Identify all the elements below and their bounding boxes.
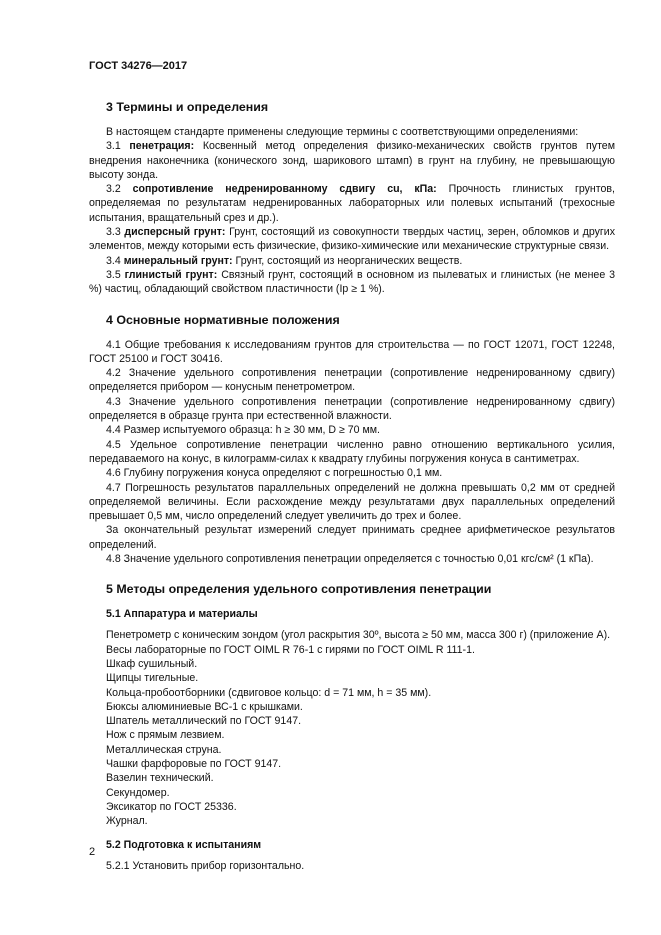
equipment-item: Кольца-пробоотборники (сдвиговое кольцо: d = 71 мм, h = 35 мм). xyxy=(106,686,432,699)
clause-paragraph: 4.6 Глубину погружения конуса определяют с погрешностью 0,1 мм. xyxy=(106,467,443,480)
definition-text: Грунт, состоящий из совокупности твердых частиц, зерен, обломков и других элементов, между которыми есть физические, физико-химические или механические структурные связи. xyxy=(89,226,615,253)
subsection-5-1-title: 5.1 Аппаратура и материалы xyxy=(106,608,258,621)
clause-paragraph: 4.7 Погрешность результатов параллельных определений не должна превышать 0,2 мм от средней определяемой величины. Если расхождение между результатами двух параллельных определений превышает 0,5 мм, число определений следует увеличить до трех и более. xyxy=(89,481,615,523)
section-4-paragraphs xyxy=(89,338,615,567)
clause-paragraph: За окончательный результат измерений следует принимать среднее арифметическое результатов определений. xyxy=(89,524,615,551)
section-3-intro: В настоящем стандарте применены следующие термины с соответствующими определениями: xyxy=(106,126,579,138)
equipment-item: Секундомер. xyxy=(106,786,170,799)
definition-term: сопротивление недренированному сдвигу cu, кПа: xyxy=(132,183,437,196)
clause-paragraph: 4.2 Значение удельного сопротивления пенетрации (сопротивление недренированному сдвигу) определяется прибором — конусным пенетрометром. xyxy=(89,367,615,394)
section-3-title: 3 Термины и определения xyxy=(106,100,269,114)
document-body xyxy=(89,92,615,874)
definition-number: 3.2 xyxy=(106,183,121,196)
equipment-item: Щипцы тигельные. xyxy=(106,672,199,685)
subsection-5-1-list xyxy=(89,628,615,828)
clause-paragraph: 4.3 Значение удельного сопротивления пенетрации (сопротивление недренированному сдвигу) определяется в образце грунта при естественной влажности. xyxy=(89,395,615,423)
equipment-item: Шпатель металлический по ГОСТ 9147. xyxy=(106,715,302,728)
definition-term: глинистый грунт: xyxy=(124,268,218,281)
equipment-item: Шкаф сушильный. xyxy=(106,657,198,670)
definition-item xyxy=(89,139,615,182)
section-3-items xyxy=(89,139,615,296)
definition-text: Прочность глинистых грунтов, определяемая по результатам недренированных лабораторных или полевых испытаний (трехосные испытания, вращательный срез и др.). xyxy=(89,183,615,224)
definition-number: 3.4 xyxy=(106,254,121,267)
equipment-item: Металлическая струна. xyxy=(106,743,222,756)
clause-paragraph: 4.4 Размер испытуемого образца: h ≥ 30 мм, D ≥ 70 мм. xyxy=(106,424,380,437)
section-5-title: 5 Методы определения удельного сопротивления пенетрации xyxy=(106,582,492,597)
subsection-5-2-list xyxy=(89,859,615,873)
clause-paragraph: 4.8 Значение удельного сопротивления пенетрации определяется с точностью 0,01 кгс/см² (1 кПа). xyxy=(106,553,594,566)
definition-item xyxy=(89,182,615,225)
clause-paragraph: 4.5 Удельное сопротивление пенетрации численно равно отношению вертикального усилия, передаваемого на конус, в килограмм-силах к квадрату глубины погружения конуса в сантиметрах. xyxy=(89,438,615,465)
page-number: 2 xyxy=(89,846,96,858)
definition-item xyxy=(89,254,615,268)
equipment-item: Эксикатор по ГОСТ 25336. xyxy=(106,800,237,813)
preparation-step: 5.2.1 Установить прибор горизонтально. xyxy=(106,860,305,873)
equipment-item: Вазелин технический. xyxy=(106,772,214,785)
equipment-item: Бюксы алюминиевые ВС-1 с крышками. xyxy=(106,700,303,713)
equipment-item: Журнал. xyxy=(106,815,148,828)
section-4-title: 4 Основные нормативные положения xyxy=(106,312,340,327)
clause-paragraph: 4.1 Общие требования к исследованиям грунтов для строительства — по ГОСТ 12071, ГОСТ 12248, ГОСТ 25100 и ГОСТ 30416. xyxy=(89,338,615,365)
definition-term: дисперсный грунт: xyxy=(124,226,226,239)
definition-number: 3.3 xyxy=(106,226,121,239)
definition-term: пенетрация: xyxy=(129,140,195,153)
equipment-item: Чашки фарфоровые по ГОСТ 9147. xyxy=(106,757,282,770)
definition-text: Грунт, состоящий из неорганических веществ. xyxy=(235,254,463,267)
definition-term: минеральный грунт: xyxy=(123,254,233,267)
definition-text: Связный грунт, состоящий в основном из пылеватых и глинистых (не менее 3 %) частиц, обладающий свойством пластичности (Ip ≥ 1 %). xyxy=(89,268,616,296)
document-header: ГОСТ 34276—2017 xyxy=(89,60,188,72)
subsection-5-2-title: 5.2 Подготовка к испытаниям xyxy=(106,839,262,852)
definition-number: 3.1 xyxy=(106,140,121,153)
equipment-item: Весы лабораторные по ГОСТ OIML R 76-1 с гирями по ГОСТ OIML R 111-1. xyxy=(106,643,475,656)
definition-item xyxy=(89,268,615,297)
equipment-item: Пенетрометр с коническим зондом (угол раскрытия 30º, высота ≥ 50 мм, масса 300 г) (приложение А). xyxy=(106,629,611,642)
definition-item xyxy=(89,225,615,254)
equipment-item: Нож с прямым лезвием. xyxy=(106,729,225,742)
definition-text: Косвенный метод определения физико-механических свойств грунтов путем внедрения наконечника (конического зонд, шарикового штамп) в грунт на глубину, не превышающую высоту зонда. xyxy=(89,140,615,181)
definition-number: 3.5 xyxy=(106,268,121,281)
